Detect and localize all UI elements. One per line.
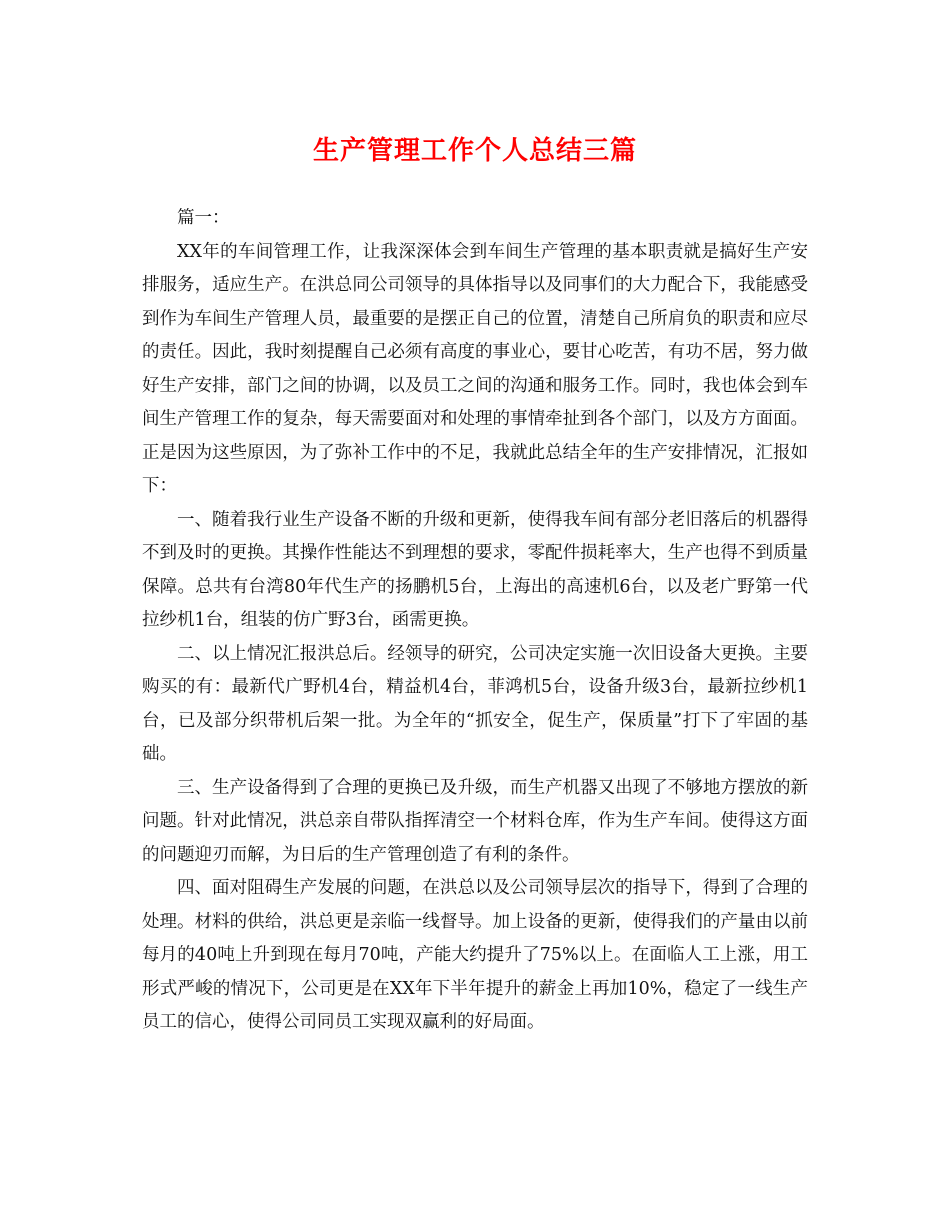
document-title: 生产管理工作个人总结三篇: [312, 136, 637, 166]
document-body: [142, 202, 808, 1040]
paragraph-point-4: 四、面对阻碍生产发展的问题，在洪总以及公司领导层次的指导下，得到了合理的处理。材料的供给，洪总更是亲临一线督导。加上设备的更新，使得我们的产量由以前每月的40吨上升到现在每月70吨，产能大约提升了75%以上。在面临人工上涨，用工形式严峻的情况下，公司更是在XX年下半年提升的薪金上再加10%，稳定了一线生产员工的信心，使得公司同员工实现双赢利的好局面。: [142, 878, 808, 1032]
section-label: 篇一：: [177, 208, 230, 228]
paragraph-point-2: 二、以上情况汇报洪总后。经领导的研究，公司决定实施一次旧设备大更换。主要购买的有：最新代广野机4台，精益机4台，菲鸿机5台，设备升级3台，最新拉纱机1台，已及部分织带机后架一批。为全年的“抓安全，促生产，保质量”打下了牢固的基础。: [142, 643, 808, 764]
paragraph-intro: XX年的车间管理工作，让我深深体会到车间生产管理的基本职责就是搞好生产安排服务，适应生产。在洪总同公司领导的具体指导以及同事们的大力配合下，我能感受到作为车间生产管理人员，最重要的是摆正自己的位置，清楚自己所肩负的职责和应尽的责任。因此，我时刻提醒自己必须有高度的事业心，要甘心吃苦，有功不居，努力做好生产安排，部门之间的协调，以及员工之间的沟通和服务工作。同时，我也体会到车间生产管理工作的复杂，每天需要面对和处理的事情牵扯到各个部门，以及方方面面。正是因为这些原因，为了弥补工作中的不足，我就此总结全年的生产安排情况，汇报如下：: [142, 241, 808, 496]
paragraph-point-3: 三、生产设备得到了合理的更换已及升级，而生产机器又出现了不够地方摆放的新问题。针对此情况，洪总亲自带队指挥清空一个材料仓库，作为生产车间。使得这方面的问题迎刃而解，为日后的生产管理创造了有利的条件。: [142, 777, 808, 865]
paragraph-point-1: 一、随着我行业生产设备不断的升级和更新，使得我车间有部分老旧落后的机器得不到及时的更换。其操作性能达不到理想的要求，零配件损耗率大，生产也得不到质量保障。总共有台湾80年代生产的扬鹏机5台，上海出的高速机6台，以及老广野第一代拉纱机1台，组装的仿广野3台，函需更换。: [142, 509, 808, 630]
